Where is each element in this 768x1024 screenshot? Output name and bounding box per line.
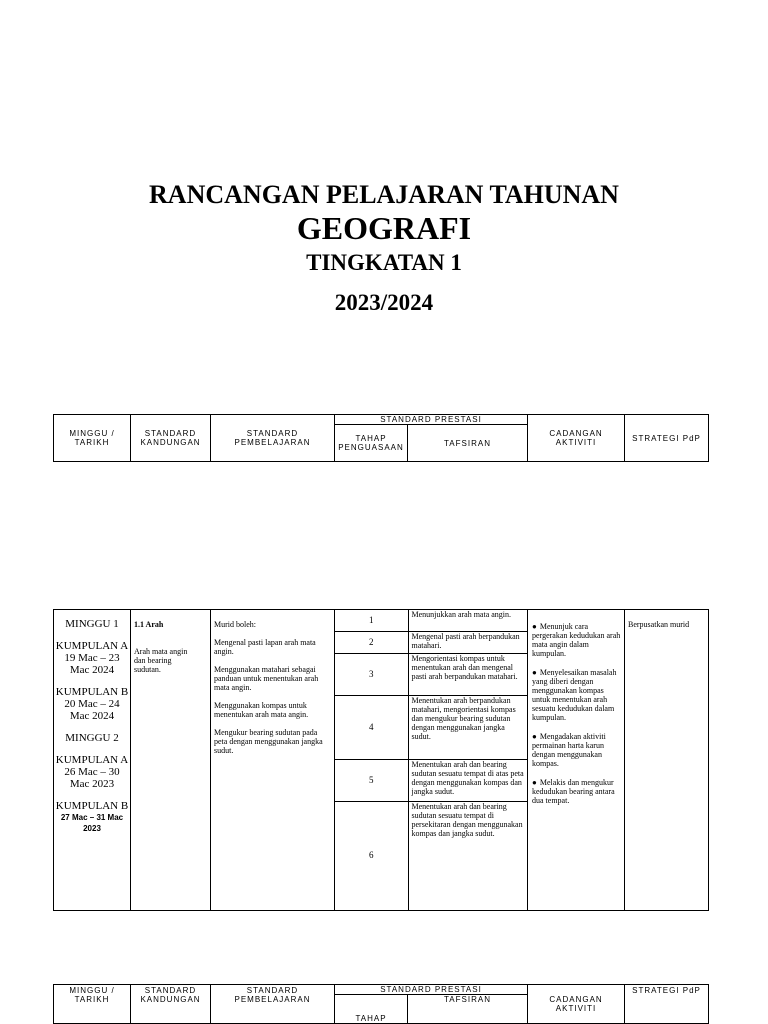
tahap-level: 1 [335, 610, 408, 631]
header-tafsiran: TAFSIRAN [408, 425, 528, 462]
tafsiran-text: Menentukan arah dan bearing sudutan sesuatu tempat di atas peta dengan menggunakan kompas dan jangka sudut. [408, 759, 528, 801]
kumpulan-b-dates: 20 Mac – 24 Mac 2024 [64, 698, 120, 722]
kumpulan-b-label: KUMPULAN B [55, 686, 129, 698]
tafsiran-text: Menunjukkan arah mata angin. [408, 610, 528, 631]
sp-intro: Murid boleh: [214, 620, 256, 629]
header-cadangan-aktiviti: CADANGAN AKTIVITI [528, 985, 625, 1024]
year-title: 2023/2024 [334, 290, 434, 315]
strategi-cell [625, 610, 709, 911]
sp-item: Menggunakan matahari sebagai panduan untuk menentukan arah mata angin. [214, 665, 319, 692]
tahap-level: 2 [335, 631, 408, 653]
minggu-1-label: MINGGU 1 [65, 618, 119, 630]
header-table-bottom [53, 984, 709, 1024]
standard-kandungan-text: Arah mata angin dan bearing sudutan. [134, 647, 188, 674]
bullet-icon: ● [532, 668, 537, 677]
aktiviti-item: Menyelesaikan masalah yang diberi dengan menggunakan kompas untuk menentukan arah sesuatu kedudukan dalam kumpulan. [532, 668, 617, 722]
tahap-level: 5 [335, 759, 408, 801]
aktiviti-item: Melakis dan mengukur kedudukan bearing antara dua tempat. [532, 778, 615, 805]
aktiviti-item: Mengadakan aktiviti permainan harta karun dengan menggunakan kompas. [532, 732, 606, 768]
bullet-icon: ● [532, 778, 537, 787]
header-minggu-tarikh: MINGGU / TARIKH [54, 415, 131, 462]
kumpulan-a-dates: 19 Mac – 23 Mac 2024 [64, 652, 120, 676]
subject-title: GEOGRAFI [296, 210, 472, 246]
header-standard-pembelajaran: STANDARD PEMBELAJARAN [211, 985, 335, 1024]
kumpulan-a-label: KUMPULAN A [55, 640, 129, 652]
tafsiran-text: Menentukan arah dan bearing sudutan sesuatu tempat di persekitaran dengan menggunakan kompas dan jangka sudut. [411, 801, 523, 838]
header-standard-pembelajaran: STANDARD PEMBELAJARAN [211, 415, 335, 462]
tahap-level: 4 [335, 695, 408, 759]
kumpulan-a-label: KUMPULAN A [55, 754, 129, 766]
aktiviti-item: Menunjuk cara pergerakan kedudukan arah mata angin dalam kumpulan. [532, 622, 621, 658]
kumpulan-b-dates: 27 Mac – 31 Mac 2023 [60, 813, 124, 833]
header-standard-kandungan: STANDARD KANDUNGAN [131, 985, 211, 1024]
header-standard-prestasi: STANDARD PRESTASI [335, 985, 528, 995]
standard-kandungan-cell [131, 610, 211, 911]
tafsiran-text: Menentukan arah berpandukan matahari, mengorientasi kompas dan mengukur bearing sudutan dengan menggunakan jangka sudut. [408, 695, 528, 759]
header-strategi-pdp: STRATEGI PdP [625, 985, 709, 1024]
document-title: RANCANGAN PELAJARAN TAHUNAN [149, 180, 619, 209]
bullet-icon: ● [532, 622, 537, 631]
tahap-level: 6 [335, 801, 408, 910]
header-standard-prestasi: STANDARD PRESTASI [335, 415, 528, 425]
minggu-cell [54, 610, 131, 911]
strategi-text: Berpusatkan murid [628, 620, 690, 629]
sp-item: Mengenal pasti lapan arah mata angin. [214, 638, 316, 656]
form-title: TINGKATAN 1 [306, 250, 462, 275]
sp-item: Mengukur bearing sudutan pada peta dengan menggunakan jangka sudut. [214, 728, 323, 755]
cadangan-aktiviti-cell [528, 610, 625, 911]
header-table-top [53, 414, 709, 462]
header-tahap: TAHAP [335, 995, 408, 1024]
tahap-level: 3 [335, 653, 408, 695]
header-minggu-tarikh: MINGGU / TARIKH [54, 985, 131, 1024]
header-tahap-penguasaan: TAHAP PENGUASAAN [335, 425, 408, 462]
kumpulan-b-label: KUMPULAN B [55, 800, 129, 812]
tafsiran-text: Mengenal pasti arah berpandukan matahari. [408, 631, 528, 653]
tahap-table [335, 610, 528, 910]
header-standard-kandungan: STANDARD KANDUNGAN [131, 415, 211, 462]
kumpulan-a-dates: 26 Mac – 30 Mac 2023 [64, 766, 120, 790]
standard-pembelajaran-cell [211, 610, 335, 911]
header-strategi-pdp: STRATEGI PdP [625, 415, 709, 462]
lesson-plan-table [53, 609, 709, 911]
standard-kandungan-heading: 1.1 Arah [134, 620, 164, 629]
standard-prestasi-cell [335, 610, 528, 911]
tafsiran-text: Mengorientasi kompas untuk menentukan arah dan mengenal pasti arah berpandukan matahari. [408, 653, 528, 695]
minggu-2-label: MINGGU 2 [65, 732, 119, 744]
header-cadangan-aktiviti: CADANGAN AKTIVITI [528, 415, 625, 462]
bullet-icon: ● [532, 732, 537, 741]
sp-item: Menggunakan kompas untuk menentukan arah mata angin. [214, 701, 309, 719]
header-tafsiran: TAFSIRAN [408, 995, 528, 1024]
